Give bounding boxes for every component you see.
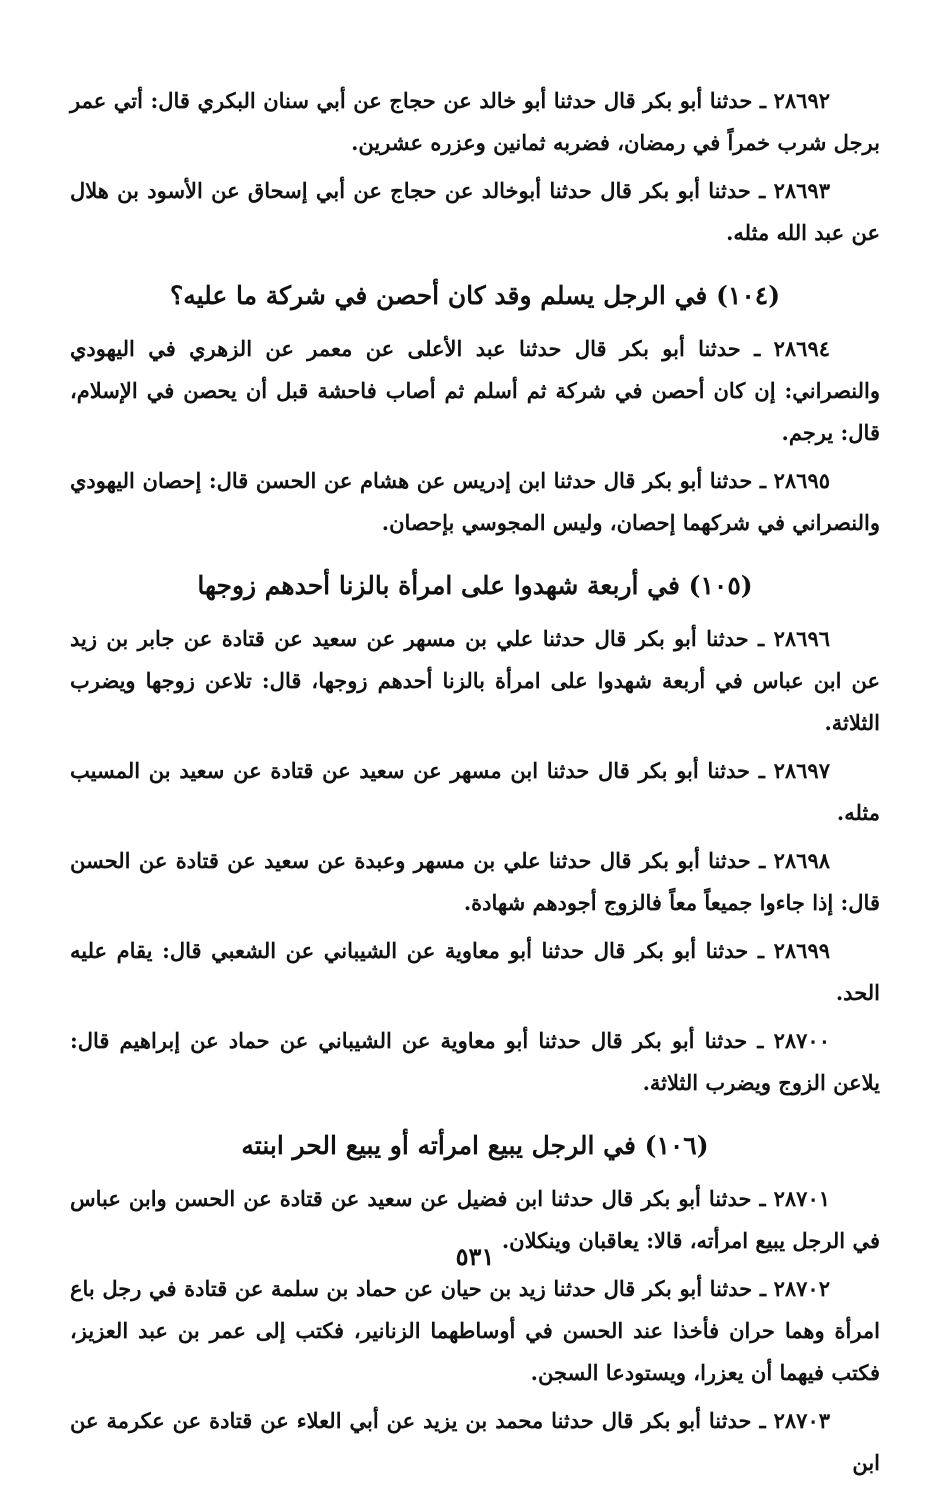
hadith-text: ـ حدثنا أبو بكر قال حدثنا أبو معاوية عن الشيباني عن حماد عن إبراهيم قال: يلاعن الزوج ويضرب الثلاثة.: [70, 1028, 880, 1095]
hadith-paragraph: [70, 80, 880, 164]
hadith-paragraph: [70, 618, 880, 744]
hadith-number: ٢٨٦٩٨: [773, 848, 831, 873]
section-heading: (١٠٤) في الرجل يسلم وقد كان أحصن في شركة ما عليه؟: [169, 281, 781, 310]
hadith-paragraph: [70, 170, 880, 254]
hadith-text: ـ حدثنا أبو بكر قال حدثنا أبوخالد عن حجاج عن أبي إسحاق عن الأسود بن هلال عن عبد الله مثله.: [70, 178, 880, 245]
hadith-text: ـ حدثنا أبو بكر قال حدثنا أبو خالد عن حجاج عن أبي سنان البكري قال: أتي عمر برجل شرب خمراً في رمضان، فضربه ثمانين وعزره عشرين.: [70, 88, 880, 155]
hadith-text: ـ حدثنا أبو بكر قال حدثنا أبو معاوية عن الشيباني عن الشعبي قال: يقام عليه الحد.: [70, 938, 880, 1005]
hadith-number: ٢٨٧٠١: [773, 1186, 831, 1211]
hadith-text: ـ حدثنا أبو بكر قال حدثنا علي بن مسهر عن سعيد عن قتادة عن جابر بن زيد عن ابن عباس في أربعة شهدوا على امرأة بالزنا أحدهم زوجها، قال: تلاعن زوجها ويضرب الثلاثة.: [70, 626, 880, 735]
hadith-text: ـ حدثنا أبو بكر قال حدثنا ابن إدريس عن هشام عن الحسن قال: إحصان اليهودي والنصراني في شركهما إحصان، وليس المجوسي بإحصان.: [70, 468, 880, 535]
hadith-number: ٢٨٧٠٠: [773, 1028, 830, 1053]
hadith-paragraph: [70, 840, 880, 924]
hadith-paragraph: [70, 1400, 880, 1484]
hadith-paragraph: [70, 750, 880, 834]
hadith-number: ٢٨٦٩٥: [773, 468, 831, 493]
hadith-number: ٢٨٦٩٩: [773, 938, 831, 963]
hadith-text: ـ حدثنا أبو بكر قال حدثنا ابن فضيل عن سعيد عن قتادة عن الحسن وابن عباس في الرجل يبيع امرأته، قالا: يعاقبان وينكلان.: [70, 1186, 880, 1253]
hadith-number: ٢٨٦٩٣: [773, 178, 830, 203]
page-number: ٥٣١: [455, 1242, 495, 1271]
hadith-text: ـ حدثنا أبو بكر قال حدثنا عبد الأعلى عن معمر عن الزهري في اليهودي والنصراني: إن كان أحصن في شركة ثم أسلم ثم أصاب فاحشة قبل أن يحصن في الإسلام، قال: يرجم.: [70, 336, 880, 445]
hadith-number: ٢٨٧٠٢: [773, 1276, 830, 1301]
hadith-text: ـ حدثنا أبو بكر قال حدثنا زيد بن حيان عن حماد بن سلمة عن قتادة في رجل باع امرأة وهما حران فأخذا عند الحسن في أوساطهما الزنانير، فكتب إلى عمر بن عبد العزيز، فكتب فيهما أن يعزرا، ويستودعا السجن.: [70, 1276, 880, 1385]
hadith-number: ٢٨٦٩٢: [773, 88, 831, 113]
hadith-number: ٢٨٦٩٦: [773, 626, 831, 651]
hadith-number: ٢٨٧٠٣: [773, 1408, 831, 1433]
hadith-paragraph: [70, 328, 880, 454]
page-body: [70, 80, 880, 1490]
section-heading: (١٠٦) في الرجل يبيع امرأته أو يبيع الحر ابنته: [241, 1131, 709, 1160]
hadith-text: ـ حدثنا أبو بكر قال حدثنا علي بن مسهر وعبدة عن سعيد عن قتادة عن الحسن قال: إذا جاءوا جميعاً معاً فالزوج أجودهم شهادة.: [70, 848, 880, 915]
hadith-number: ٢٨٦٩٤: [773, 336, 831, 361]
hadith-paragraph: [70, 1020, 880, 1104]
hadith-paragraph: [70, 930, 880, 1014]
section-heading: (١٠٥) في أربعة شهدوا على امرأة بالزنا أحدهم زوجها: [197, 571, 753, 600]
hadith-number: ٢٨٦٩٧: [773, 758, 830, 783]
hadith-text: ـ حدثنا أبو بكر قال حدثنا محمد بن يزيد عن أبي العلاء عن قتادة عن عكرمة عن ابن: [70, 1408, 880, 1475]
hadith-paragraph: [70, 460, 880, 544]
hadith-text: ـ حدثنا أبو بكر قال حدثنا ابن مسهر عن سعيد عن قتادة عن سعيد بن المسيب مثله.: [70, 758, 880, 825]
hadith-paragraph: [70, 1268, 880, 1394]
